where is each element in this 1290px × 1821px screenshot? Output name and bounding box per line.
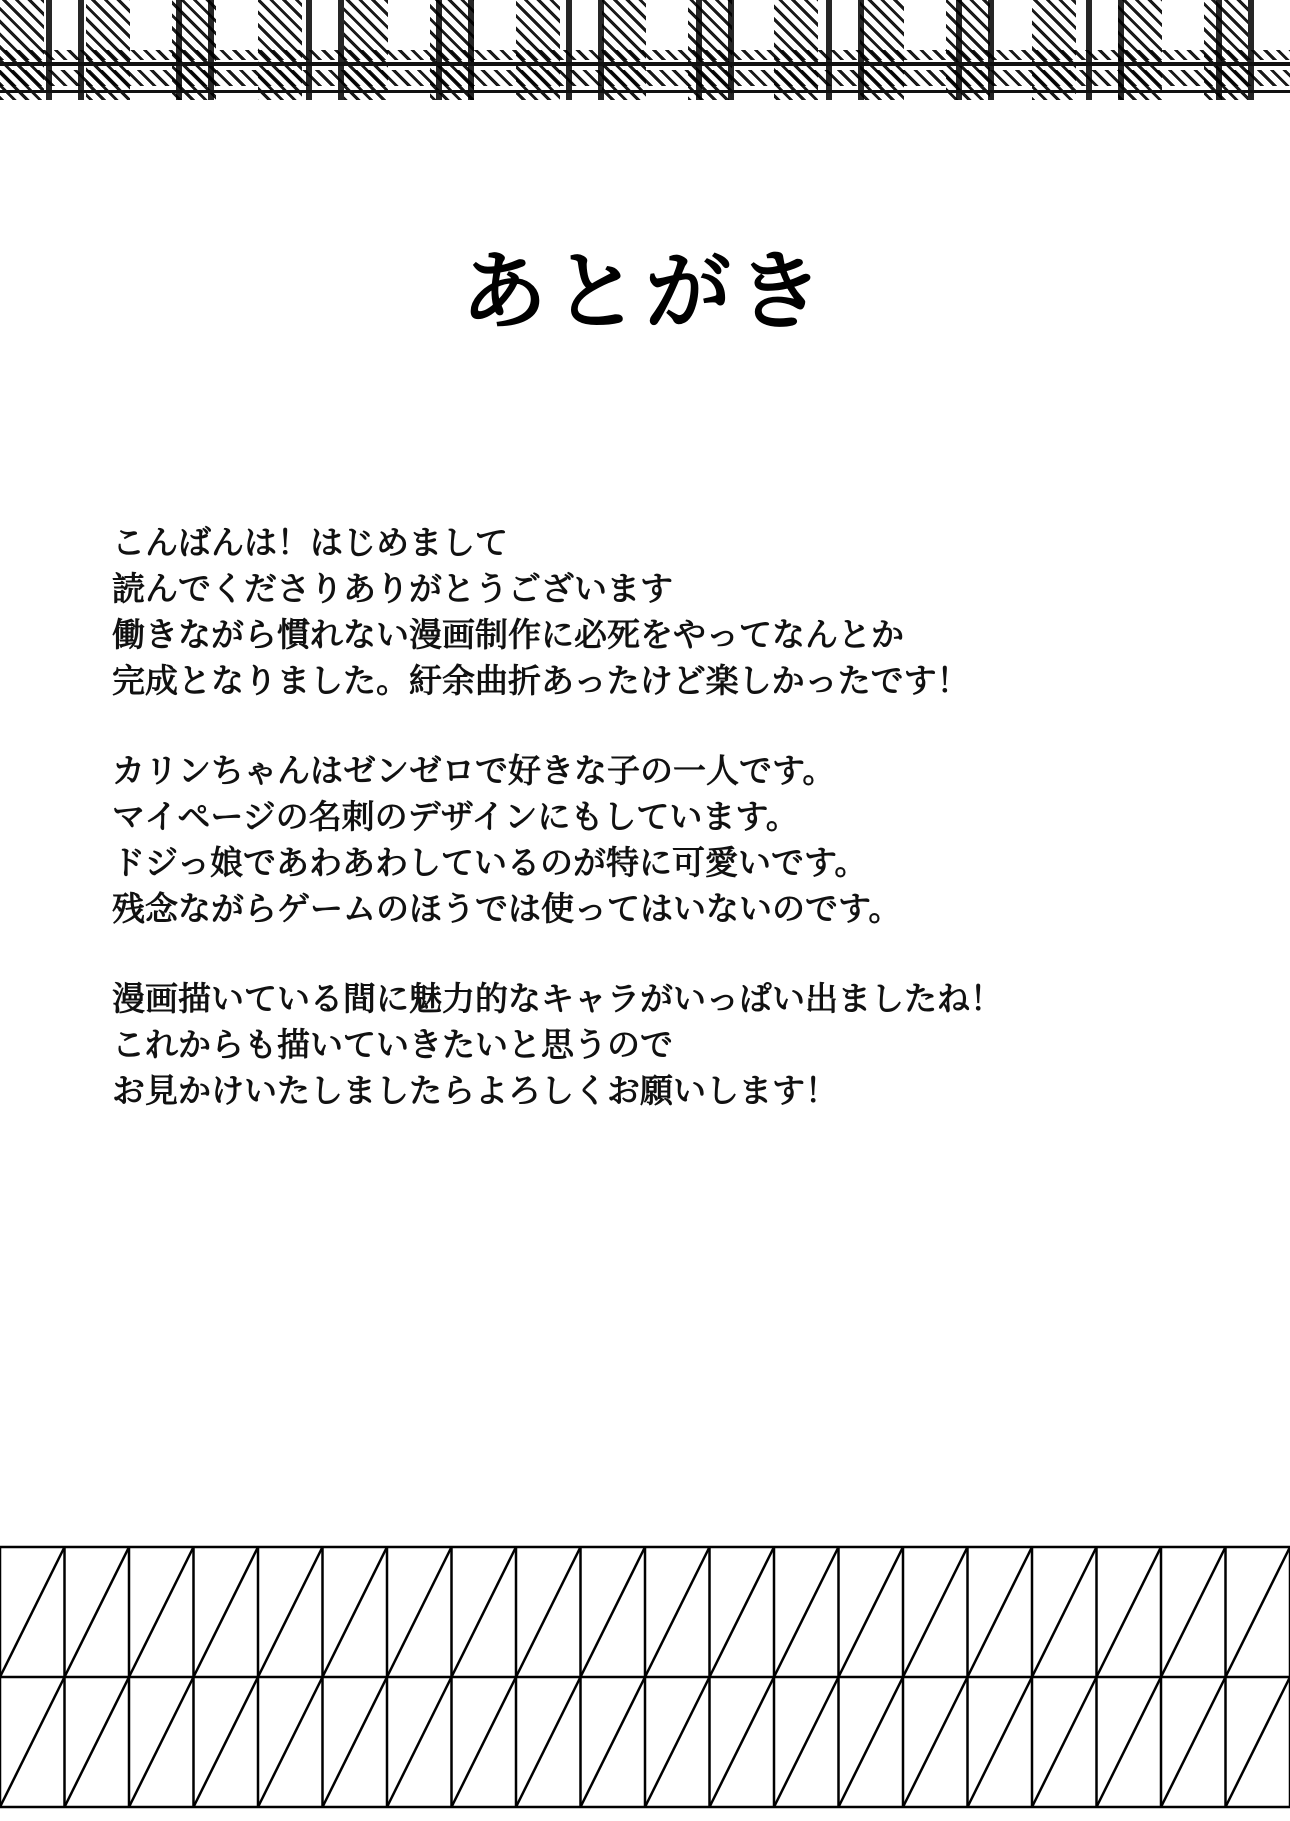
afterword-paragraph (112, 520, 1172, 704)
plaid-solid-line-1 (0, 62, 1290, 66)
afterword-paragraph (112, 976, 1172, 1114)
top-plaid-border (0, 0, 1290, 100)
plaid-horizontal-band-1 (0, 50, 1290, 60)
afterword-paragraph (112, 748, 1172, 932)
afterword-line: これからも描いていきたいと思うので (112, 1025, 673, 1064)
afterword-line: カリンちゃんはゼンゼロで好きな子の一人です。 (112, 751, 836, 790)
afterword-line: マイページの名刺のデザインにもしています。 (112, 797, 799, 836)
afterword-line: こんばんは！はじめまして (112, 523, 508, 562)
plaid-solid-line-2 (0, 90, 1290, 93)
afterword-line: ドジっ娘であわあわしているのが特に可愛いです。 (112, 843, 868, 882)
bottom-triangle-border (0, 1461, 1290, 1821)
plaid-horizontal-band-2 (0, 70, 1290, 86)
afterword-body (112, 520, 1172, 1158)
afterword-line: お見かけいたしましたらよろしくお願いします！ (112, 1071, 838, 1110)
afterword-line: 残念ながらゲームのほうでは使ってはいないのです。 (112, 889, 902, 928)
afterword-line: 漫画描いている間に魅力的なキャラがいっぱい出ましたね！ (112, 979, 1003, 1018)
triangle-lattice-svg (0, 1461, 1290, 1821)
afterword-line: 働きながら慣れない漫画制作に必死をやってなんとか (112, 615, 904, 654)
afterword-line: 読んでくださりありがとうございます (112, 569, 673, 608)
afterword-line: 完成となりました。紆余曲折あったけど楽しかったです！ (112, 661, 970, 700)
page-title: あとがき (461, 242, 829, 342)
